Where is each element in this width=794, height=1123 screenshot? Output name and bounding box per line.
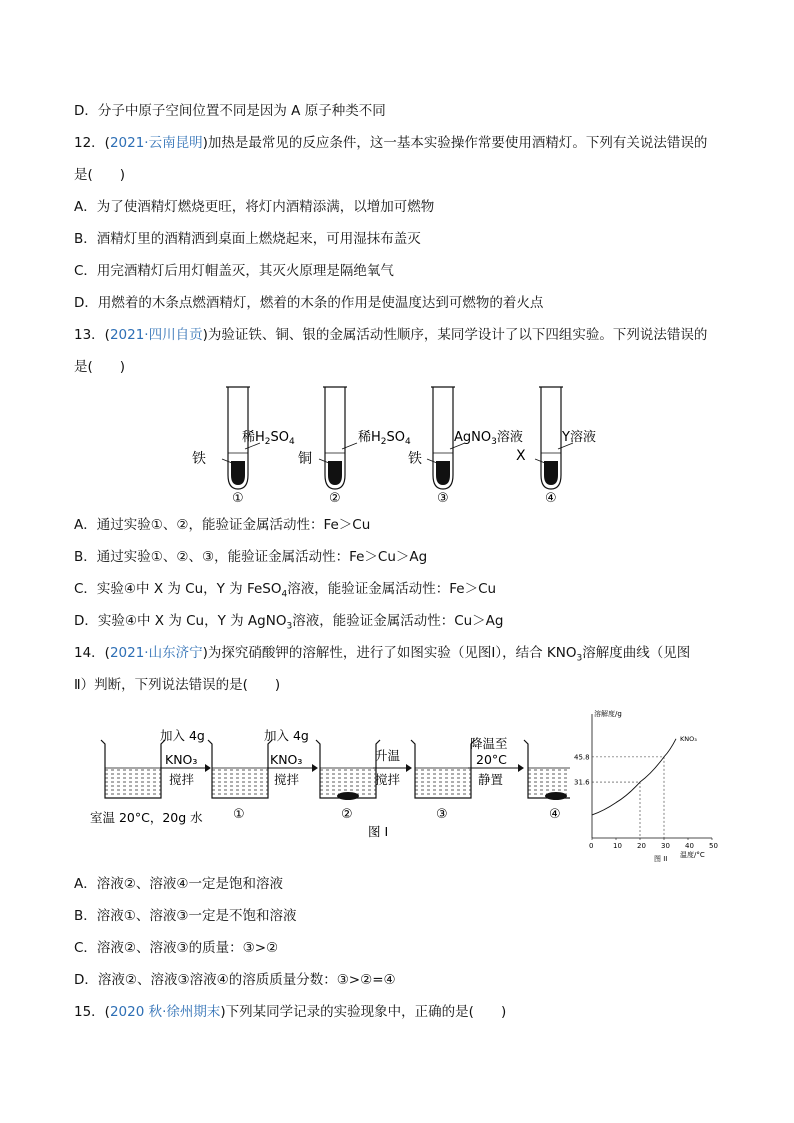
svg-text:升温: 升温 <box>375 748 401 763</box>
q13-stem-text: )为验证铁、铜、银的金属活动性顺序，某同学设计了以下四组实验。下列说法错误的 <box>202 327 708 343</box>
tube-1-solution-label: 稀$H_2SO_4$ <box>242 430 295 447</box>
q14-option-c: C．溶液②、溶液③的质量：③>② <box>74 940 279 956</box>
svg-text:搅拌: 搅拌 <box>169 772 195 787</box>
q12-option-a: A．为了使酒精灯燃烧更旺，将灯内酒精添满，以增加可燃物 <box>74 199 435 215</box>
q13-option-b: B．通过实验①、②、③，能验证金属活动性：Fe＞Cu＞Ag <box>74 549 428 565</box>
q12-option-b: B．酒精灯里的酒精洒到桌面上燃烧起来，可用湿抹布盖灭 <box>74 231 421 247</box>
x-tick-label: 30 <box>661 842 670 850</box>
x-tick-label: 10 <box>613 842 622 850</box>
q15-source: 2020 秋·徐州期末 <box>109 1004 221 1020</box>
tube-3-solution-label: AgNO$_3$溶液 <box>454 430 523 447</box>
start-condition-label: 室温 20°C，20g 水 <box>90 810 203 825</box>
svg-text:20°C: 20°C <box>476 752 507 767</box>
q11-option-d: D．分子中原子空间位置不同是因为 A 原子种类不同 <box>74 103 386 119</box>
series-label: KNO₃ <box>680 734 697 743</box>
x-tick-label: 40 <box>685 842 694 850</box>
tube-4-marker: ④ <box>545 491 557 506</box>
beaker-start <box>101 740 165 798</box>
q13-option-a: A．通过实验①、②，能验证金属活动性：Fe＞Cu <box>74 517 371 533</box>
svg-text:加入 4g: 加入 4g <box>160 728 205 743</box>
q14-beaker-figure <box>90 720 570 840</box>
q15-number: 15．( <box>74 1004 110 1020</box>
svg-text:静置: 静置 <box>478 772 504 787</box>
q13-option-d: D．实验④中 X 为 Cu，Y 为 AgNO$_3$溶液，能验证金属活动性：Cu＞Ag <box>74 613 504 632</box>
tube-4-metal-label: X <box>516 448 526 464</box>
q13-option-c: C．实验④中 X 为 Cu，Y 为 FeSO$_4$溶液，能验证金属活动性：Fe＞Cu <box>74 581 497 600</box>
tube-1-marker: ① <box>232 491 244 506</box>
q14-option-a: A．溶液②、溶液④一定是饱和溶液 <box>74 876 283 892</box>
q12-option-d: D．用燃着的木条点燃酒精灯，燃着的木条的作用是使温度达到可燃物的着火点 <box>74 295 544 311</box>
q13-test-tube-figure <box>180 383 620 508</box>
q12-number: 12．( <box>74 135 110 151</box>
tube-3-metal-label: 铁 <box>408 451 422 467</box>
tube-1-metal-label: 铁 <box>192 451 206 467</box>
beaker-1-marker: ① <box>233 807 245 822</box>
solubility-chart <box>572 704 722 864</box>
svg-text:搅拌: 搅拌 <box>375 772 401 787</box>
tube-2-marker: ② <box>329 491 341 506</box>
arrow-step-2 <box>264 728 318 787</box>
arrow-step-4 <box>468 736 524 787</box>
beaker-4 <box>524 740 570 800</box>
beaker-3-marker: ③ <box>436 807 448 822</box>
arrow-step-1 <box>160 728 211 787</box>
figure-ii-caption: 图 II <box>654 855 668 863</box>
tube-2-metal-label: 铜 <box>298 451 312 467</box>
q12-stem-line2: 是( ) <box>74 167 126 183</box>
q14-stem-line1: 14．(2021·山东济宁)为探究硝酸钾的溶解性，进行了如图实验（见图Ⅰ），结合 $KNO_3$溶解度曲线（见图 <box>74 645 691 664</box>
x-tick-label: 20 <box>637 842 646 850</box>
y-tick-label: 31.6 <box>574 778 590 787</box>
q12-stem-text: )加热是最常见的反应条件，这一基本实验操作常要使用酒精灯。下列有关说法错误的 <box>202 135 708 151</box>
beaker-2-marker: ② <box>341 807 353 822</box>
x-tick-label: 50 <box>709 842 718 850</box>
beaker-1 <box>208 740 272 798</box>
tube-4-solution-label: Y溶液 <box>562 430 596 445</box>
q14-option-b: B．溶液①、溶液③一定是不饱和溶液 <box>74 908 297 924</box>
svg-text:KNO₃: KNO₃ <box>165 752 198 767</box>
svg-text:降温至: 降温至 <box>470 736 508 751</box>
tube-3-marker: ③ <box>437 491 449 506</box>
q12-stem-line1 <box>74 133 707 153</box>
q14-stem-line2: Ⅱ）判断，下列说法错误的是( ) <box>74 677 281 693</box>
q14-option-d: D．溶液②、溶液③溶液④的溶质质量分数：③>②=④ <box>74 972 396 988</box>
q13-stem-line2: 是( ) <box>74 359 126 375</box>
q13-stem-line1 <box>74 325 707 345</box>
x-tick-label: 0 <box>589 842 594 850</box>
q12-option-c: C．用完酒精灯后用灯帽盖灭，其灭火原理是隔绝氧气 <box>74 263 394 279</box>
beaker-3 <box>411 740 475 798</box>
svg-text:搅拌: 搅拌 <box>274 772 300 787</box>
y-tick-label: 45.8 <box>574 753 590 762</box>
arrow-step-3 <box>373 748 412 787</box>
tube-2-solution-label: 稀$H_2SO_4$ <box>358 430 411 447</box>
y-axis-label: 溶解度/g <box>594 710 622 718</box>
figure-i-caption: 图 I <box>368 824 389 839</box>
q14-source: 2021·山东济宁 <box>109 645 203 661</box>
svg-text:加入 4g: 加入 4g <box>264 728 309 743</box>
svg-text:KNO₃: KNO₃ <box>270 752 303 767</box>
beaker-2 <box>316 740 380 800</box>
q15-stem: 15．(2020 秋·徐州期末)下列某同学记录的实验现象中，正确的是( ) <box>74 1004 507 1020</box>
beaker-4-marker: ④ <box>549 807 561 822</box>
q14-number: 14．( <box>74 645 110 661</box>
q13-source: 2021·四川自贡 <box>109 327 203 343</box>
q12-source: 2021·云南昆明 <box>109 135 203 151</box>
q13-number: 13．( <box>74 327 110 343</box>
x-axis-label: 温度/°C <box>680 851 705 859</box>
series-line <box>592 739 676 815</box>
test-tube-2 <box>319 387 357 489</box>
